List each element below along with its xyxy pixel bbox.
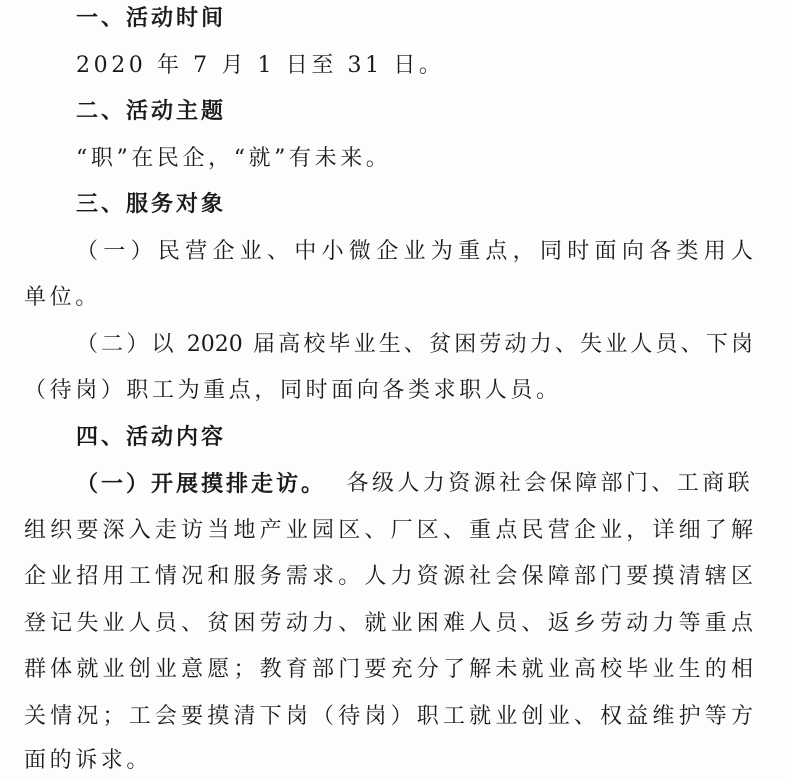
content-paragraph-line-4: 登记失业人员、贫困劳动力、就业困难人员、返乡劳动力等重点 — [24, 611, 753, 636]
audience-item-2-line-2: （待岗）职工为重点，同时面向各类求职人员。 — [24, 378, 562, 403]
section-heading-time: 一、活动时间 — [76, 6, 227, 31]
section-heading-theme: 二、活动主题 — [76, 99, 227, 124]
content-paragraph-line-1 — [76, 469, 753, 499]
audience-item-1-line-2: 单位。 — [24, 285, 101, 310]
section-heading-content: 四、活动内容 — [76, 425, 227, 450]
section-heading-audience: 三、服务对象 — [76, 192, 227, 217]
content-paragraph-lead: （一）开展摸排走访。 — [76, 471, 327, 497]
content-paragraph-line-3: 企业招用工情况和服务需求。人力资源社会保障部门要摸清辖区 — [24, 564, 753, 589]
content-paragraph-line-1-rest: 各级人力资源社会保障部门、工商联 — [346, 471, 753, 496]
content-paragraph-line-5: 群体就业创业意愿；教育部门要充分了解未就业高校毕业生的相 — [24, 657, 753, 682]
section-body-time: 2020 年 7 月 1 日至 31 日。 — [76, 53, 445, 78]
section-body-theme: “职”在民企，“就”有未来。 — [76, 146, 392, 171]
content-paragraph-line-7: 面的诉求。 — [24, 748, 153, 773]
content-paragraph-line-6: 关情况；工会要摸清下岗（待岗）职工就业创业、权益维护等方 — [24, 704, 753, 729]
content-paragraph-line-2: 组织要深入走访当地产业园区、厂区、重点民营企业，详细了解 — [24, 518, 753, 543]
audience-item-2-line-1: （二）以 2020 届高校毕业生、贫困劳动力、失业人员、下岗 — [76, 332, 753, 357]
audience-item-1-line-1: （一）民营企业、中小微企业为重点，同时面向各类用人 — [76, 239, 753, 264]
